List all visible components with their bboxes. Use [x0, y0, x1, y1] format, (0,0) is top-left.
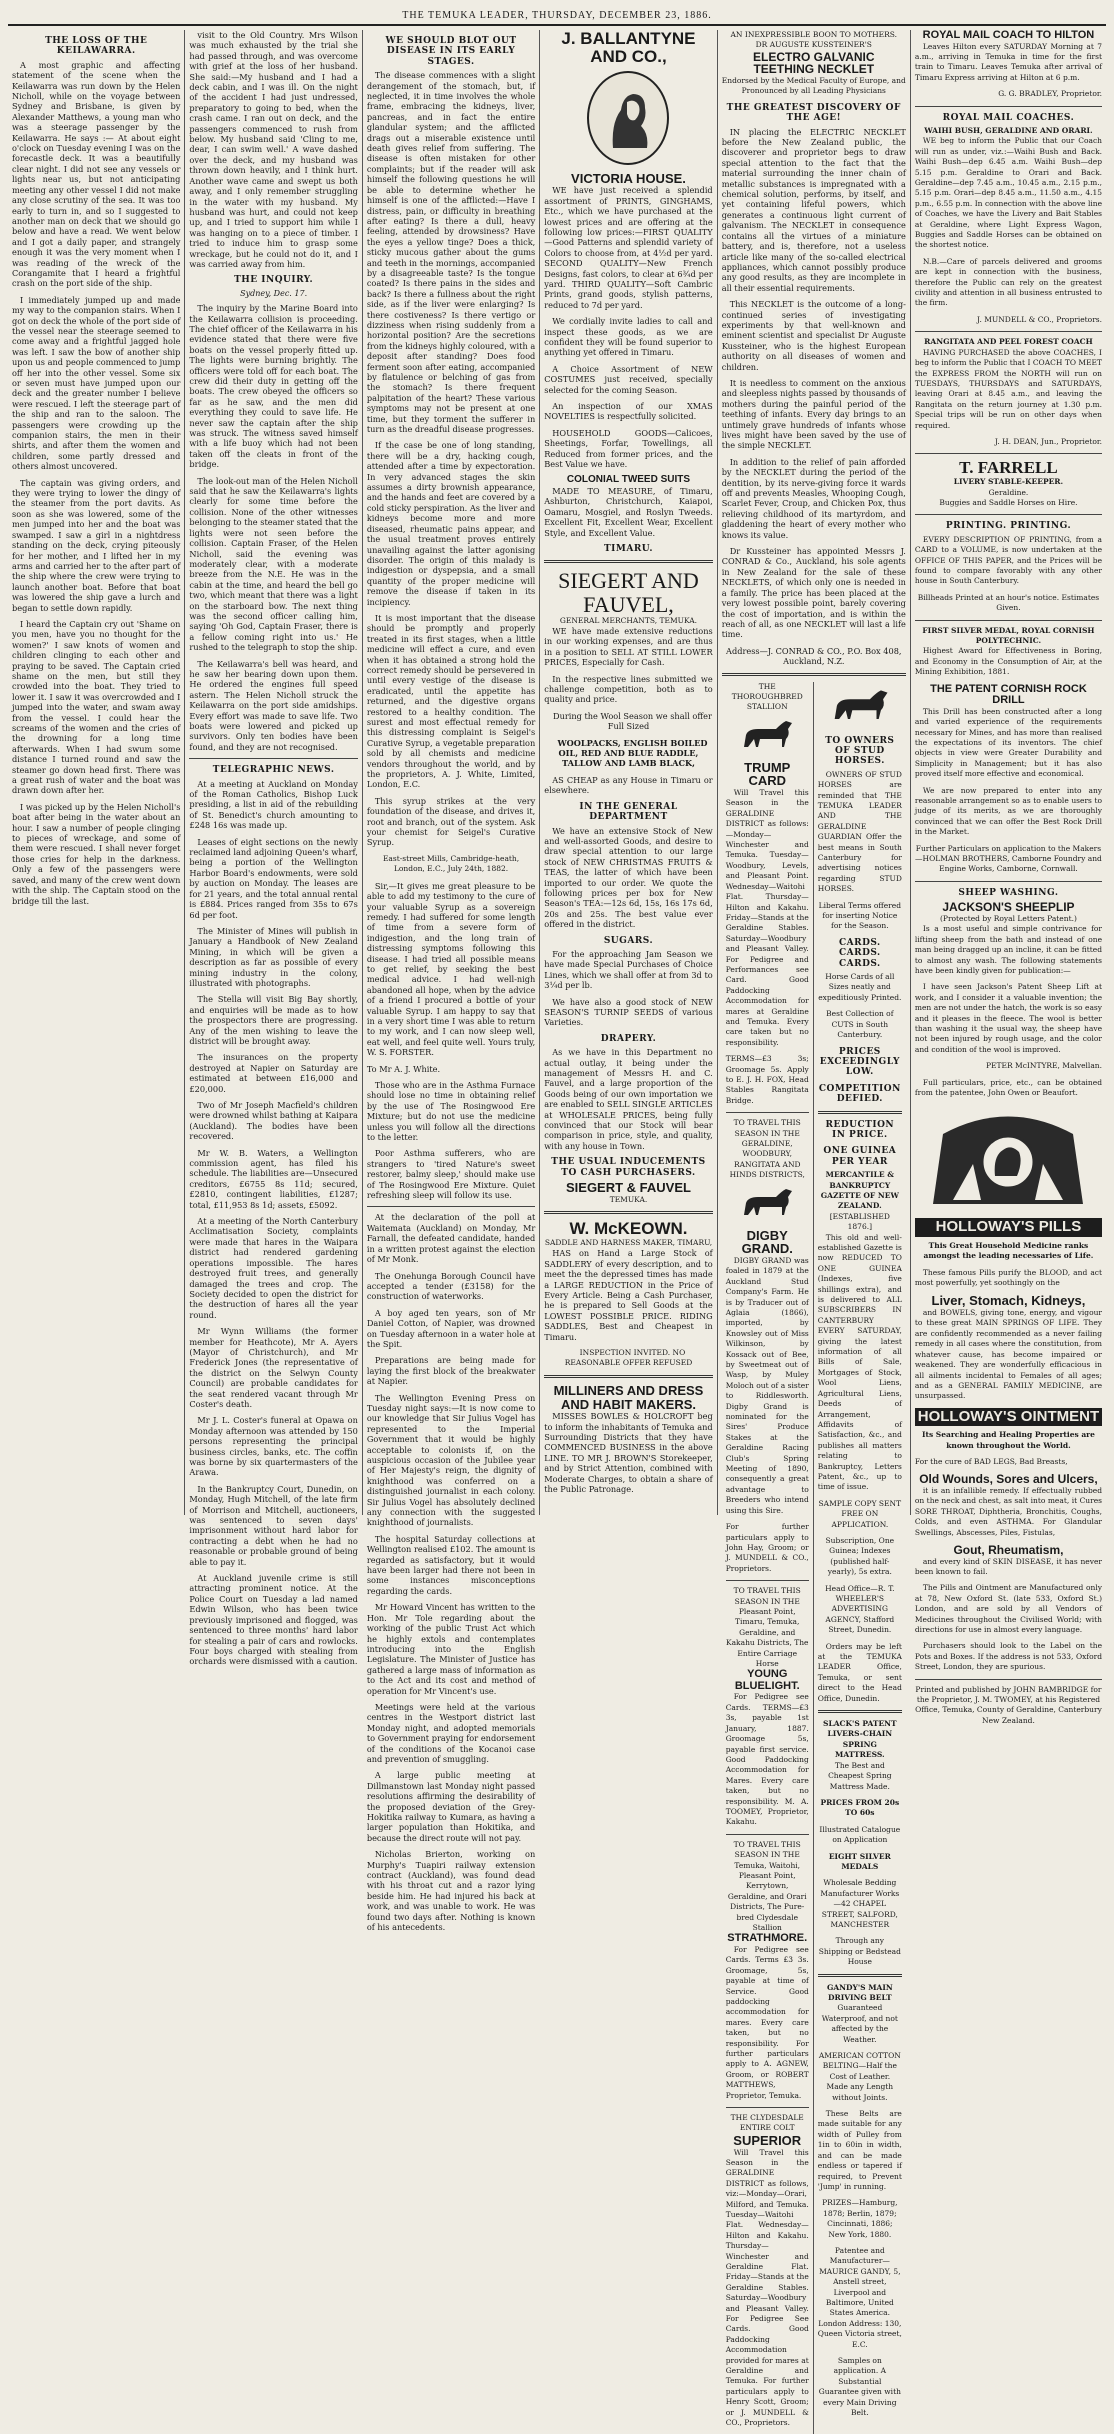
divider	[818, 1111, 902, 1114]
divider	[915, 514, 1102, 515]
ad-product-name: SLACK'S PATENT LIVERS-CHAIN SPRING MATTRESS.	[823, 1719, 897, 1760]
ad-proprietor: J. H. DEAN, Jun., Proprietor.	[994, 436, 1103, 446]
article-title: THE LOSS OF THE KEILAWARRA.	[45, 36, 148, 57]
divider	[544, 1211, 712, 1214]
article-paragraph: Those who are in the Asthma Furnace should lose no time in obtaining relief by the use of The Rosingwood Ere Mixture; but do not use the medicine unless you will follow all the directions to the letter.	[366, 1080, 536, 1143]
news-item: The hospital Saturday collections at Wellington realised £102. The amount is regarded as satisfactory, but it would have been larger had there not been in some instances misconceptions regarding the cards.	[366, 1533, 536, 1596]
article-paragraph: visit to the Old Country. Mrs Wilson was much exhausted by the trial she had passed through, and was overcome with grief at the loss of her husband. She said:—My husband and I had a deck cabin, and I was ill. On the night of the accident I had just undressed, preparatory to going to bed, when the crash came. I ran out on deck, and the passengers commenced to rush from below. My husband said 'Cling to me, dear, I can swim well.' A wave dashed over the deck, and my husband was thrown down heavily, and I think hurt. Another wave came and swept us both away, and I only remember struggling in the water with my husband. My husband was hurt, and could not keep up, and I tried to support him while I was hanging on to a piece of timber. I tried to induce him to grasp some wreckage, but he could not do it, and I was carried away from him.	[189, 30, 358, 269]
ad-product-name: JACKSON'S SHEEPLIP	[942, 900, 1075, 915]
ad-subheading: COLONIAL TWEED SUITS	[566, 474, 691, 486]
ad-subheading: SUGARS.	[603, 935, 654, 946]
ad-paragraph: Dr Kussteiner has appointed Messrs J. CONRAD & Co., Auckland, his sole agents in New Zealand for the sale of these NECKLETS, of which only one is needed in a family. The price has been placed at the very lowest possible point, barely covering the cost of importation, and is within the reach of all, as one NECKLET will last a life time.	[721, 546, 906, 640]
divider	[915, 881, 1102, 882]
article-paragraph: It is most important that the disease should be promptly and properly treated in its first stages, when a little medicine will effect a cure, and even when it has obtained a strong hold the correct remedy should be persevered in until every vestige of the disease is eradicated, until the appetite has returned, and the digestive organs restored to a healthy condition. The surest and most effectual remedy for this distressing complaint is Seigel's Curative Syrup, a vegetable preparation sold by all chemists and medicine vendors throughout the world, and by the proprietors, A. J. White, Limited, London, E.C.	[366, 612, 536, 790]
holloway-emblem-icon	[923, 1104, 1093, 1214]
ad-paragraph: Is a most useful and simple contrivance for lifting sheep from the bath and instead of one man being dragged up an incline, it can be fitted to almost any wash. The following statements have been kindly given for publication:—	[914, 924, 1103, 975]
ad-paragraph: For Pedigree see Cards. TERMS—£3 3s, payable 1st January, 1887. Groomage 5s, payable first service. Good Paddocking Accommodation for Mares. Every care taken, but no responsibility. M. A. TOOMEY, Proprietor, Kakahu.	[725, 1692, 809, 1827]
ad-subheading: ONE GUINEA PER YEAR	[823, 1146, 897, 1167]
article-paragraph: The disease commences with a slight derangement of the stomach, but, if neglected, it in time involves the whole frame, embracing the kidneys, liver, pancreas, and in fact the entire glandular system; and the afflicted drags out a miserable existence until death gives relief from suffering. The disease is often mistaken for other complaints; but if the reader will ask himself the following questions he will be able to determine whether he himself is one of the afflicted:—Have I distress, pain, or difficulty in breathing after eating? Is there a dull, heavy feeling, attended by drowsiness? Have the eyes a yellow tinge? Does a thick, sticky mucous gather about the gums and teeth in the mornings, accompanied by a disagreeable taste? Is the tongue coated? Is there pains in the sides and back? Is there a fullness about the right side, as if the liver were enlarging? Is there costiveness? Is there vertigo or dizziness when rising suddenly from a horizontal position? Are the secretions from the kidneys highly coloured, with a deposit after standing? Does food ferment soon after eating, accompanied by flatulence or belching of gas from the stomach? Is there frequent palpitation of the heart? These various symptoms may not be present at one time, but they torment the sufferer in turn as the dreadful disease progresses.	[366, 70, 536, 435]
horse-icon	[825, 686, 895, 730]
horse-icon	[736, 717, 798, 757]
divider	[544, 1375, 712, 1378]
ad-paragraph: MADE TO MEASURE, of Timaru, Ashburton, Christchurch, Kaiapoi, Oamaru, Mosgiel, and Roslyn Tweeds. Excellent Fit, Excellent Wear, Excellent Style, and Excellent Value.	[544, 485, 713, 538]
ad-paragraph: For the cure of BAD LEGS, Bad Breasts,	[914, 1456, 1068, 1466]
letter-recipient: To Mr A. J. White.	[366, 1063, 441, 1074]
column-6	[911, 29, 1106, 1725]
ad-horse-name: YOUNG BLUELIGHT.	[734, 1668, 800, 1692]
ad-paragraph: AMERICAN COTTON BELTING—Half the Cost of Leather. Made any Length without Joints.	[818, 2051, 901, 2102]
ad-list: WOOLPACKS, ENGLISH BOILED OIL, RED AND BLUE RADDLE, TALLOW AND LAMB BLACK,	[557, 737, 708, 769]
ad-firm-name: T. FARRELL	[959, 458, 1058, 478]
ad-subheading: TO OWNERS OF STUD HORSES.	[825, 735, 895, 767]
ad-address: Further Particulars on application to the Makers—HOLMAN BROTHERS, Camborne Foundry and Engine Works, Camborne, Cornwall.	[915, 843, 1102, 874]
ad-paragraph: This Great Household Medicine ranks amongst the leading necessaries of Life.	[923, 1240, 1094, 1261]
ad-paragraph: Illustrated Catalogue on Application	[819, 1824, 901, 1845]
divider	[915, 106, 1102, 107]
ad-subheading: PRICES EXCEEDINGLY LOW.	[819, 1046, 900, 1078]
ad-paragraph: Will Travel this Season in the GERALDINE DISTRICT as follows, viz:—Monday—Orari, Milford, and Temuka. Tuesday—Waitohi Flat. Wednesday—Hilton and Kakahu. Thursday—Winchester and Geraldine Flat. Friday—Stands at the Geraldine Stables. Saturday—Woodbury and Pleasant Valley. For Pedigree See Cards. Good Paddocking Accommodation provided for mares at Geraldine and Temuka. For further particulars apply to Henry Scott, Groom; or J. MUNDELL & CO., Proprietors.	[725, 2147, 809, 2428]
ad-horse-name: STRATHMORE.	[727, 1932, 808, 1945]
ad-paragraph: Will Travel this Season in the GERALDINE DISTRICT as follows:—Monday—Winchester and Temuka. Tuesday—Woodbury, Levels, and Pleasant Point. Wednesday—Waitohi Flat. Thursday—Hilton and Kakahu. Friday—Stands at the Geraldine Stables. Saturday—Woodbury and Pleasant Valley. For Pedigree and Performances see Card. Good Paddocking Accommodation for mares at Geraldine and Temuka. Every care taken but no responsibility.	[725, 788, 809, 1047]
ad-kicker: AN INEXPRESSIBLE BOON TO MOTHERS.	[730, 30, 898, 39]
ad-paragraph: Buggies and Saddle Horses on Hire.	[939, 498, 1078, 508]
ad-paragraph: N.B.—Care of parcels delivered and grooms are kept in connection with the business, therefore the Public can rely on the greatest civility and attention in all business entrusted to the firm.	[914, 256, 1103, 308]
ad-kicker: DR AUGUSTE KUSSTEINER'S	[755, 40, 872, 50]
ad-paragraph: The Best and Cheapest Spring Mattress Made.	[828, 1760, 892, 1791]
inner-column-left	[722, 682, 814, 2434]
ad-paragraph: MISSES BOWLES & HOLCROFT beg to inform the inhabitants of Temuka and Surrounding Districts that they have COMMENCED BUSINESS in the above LINE. TO MR J. BROWN'S Storekeeper, and by Strict Attention, combined with Moderate Charges, to obtain a share of the Public Patronage.	[544, 1411, 713, 1494]
ad-subtitle: SADDLE AND HARNESS MAKER, TIMARU,	[544, 1238, 713, 1247]
news-item: The Onehunga Borough Council have accepted a tender (£3158) for the construction of waterworks.	[366, 1270, 536, 1302]
ad-paragraph: OWNERS OF STUD HORSES are reminded that THE TEMUKA LEADER AND THE GERALDINE GUARDIAN Offer the best means in South Canterbury for advertising notices regarding STUD HORSES.	[817, 769, 902, 894]
ad-proprietor: J. MUNDELL & CO., Proprietors.	[977, 314, 1103, 324]
section-heading-telegraphic: TELEGRAPHIC NEWS.	[212, 765, 335, 776]
queen-portrait-icon	[583, 68, 673, 168]
news-item: Leases of eight sections on the newly reclaimed land adjoining Queen's wharf, being a portion of the Wellington Harbor Board's endowments, were sold by auction on Monday. The leases are for 21 years, and the total annual rental is £884. Prices ranged from 35s to 67s 6d per foot.	[189, 836, 358, 920]
ad-paragraph: HAVING PURCHASED the above COACHES, I beg to inform the Public that I COACH TO MEET the EXPRESS FROM the NORTH will run on TUESDAYS, THURSDAYS and SATURDAYS, leaving Orari at 8.45 a.m., and leaving the Rangitata on the return journey at 1.30 p.m. Special trips will be run on other days when required.	[914, 347, 1103, 430]
ad-paragraph: In addition to the relief of pain afforded by the NECKLET during the period of the dentition, by its nerve-giving force it wards off and prevents Measles, Whooping Cough, Scarlet Fever, Croup, and Chicken Pox, thus relieving childhood of its martyrdom, and gladdening the heart of every mother who knows its value.	[721, 456, 906, 540]
ad-paragraph: Best Collection of CUTS in South Canterbury.	[826, 1009, 894, 1040]
ad-paragraph: IN placing the ELECTRIC NECKLET before the New Zealand public, the discoverer and proprietor begs to draw special attention to the fact that the material surrounding the inner chain of metallic substances is impregnated with a chemical solution, performs, by itself, and yet containing lifeful powers, which generates a continuous light current of galvanism. The NECKLET in consequence contains all the virtues of a miniature battery, and is, therefore, not a useless article like many of the so-called electrical appliances, which cannot possibly produce any good results, as they are incomplete in all their essential requirements.	[721, 126, 906, 293]
ad-firm-name: J. BALLANTYNE AND CO.,	[561, 29, 696, 66]
ad-subtitle: LIVERY STABLE-KEEPER.	[953, 477, 1064, 487]
ad-paragraph: As we have in this Department no actual outlay, it being under the management of Messrs H. and C. Fauvel, and a large proportion of the Goods being of our own importation we are enabled to SELL SINGLE ARTICLES at WHOLESALE PRICES, being fully convinced that our Stock will bear comparison in price, style, and quality, with any house in Town.	[544, 1047, 713, 1151]
article-paragraph: The captain was giving orders, and they were trying to lower the dingy of the steamer from the port davits. As soon as she was lowered, some of the men jumped into her and the boat was swamped. I saw a girl in a nightdress standing on the deck, crying piteously for her mother, and I lifted her in my arms and carried her to the after part of the ship where the crew were trying to launch another boat. Before that boat was lowered the ship gave a lurch and began to settle down rapidly.	[12, 477, 181, 613]
news-item: A large public meeting at Dillmanstown last Monday night passed resolutions affirming the desirability of the proposed deviation of the Grey-Hokitika railway to Kumara, as having a larger population than Hokitika, and because the direct route will not pay.	[366, 1770, 536, 1843]
ad-paragraph: This old and well-established Gazette is now REDUCED TO ONE GUINEA (Indexes, five shillings extra), and is delivered to ALL SUBSCRIBERS IN CANTERBURY EVERY SATURDAY, giving the latest information of all Bills of Sale, Mortgages of Stock, Wool Liens, Agricultural Liens, Deeds of Arrangement, Affidavits of Satisfaction, &c., and publishes all matters relating to Bankruptcy, Letters Patent, &c., up to time of issue.	[817, 1232, 902, 1492]
ad-service-name: RANGITATA AND PEEL FOREST COACH	[924, 337, 1093, 347]
ad-paragraph: EIGHT SILVER MEDALS	[828, 1851, 891, 1871]
ad-paragraph: Highest Award for Effectiveness in Boring, and Economy in the Consumption of Air, at the Mining Exhibition, 1881.	[914, 646, 1103, 677]
news-item: At a meeting at Auckland on Monday of the Roman Catholics, Bishop Luck presiding, a list in aid of the rebuilding of St. Benedict's church amounting to £248 16s was made up.	[189, 778, 358, 831]
divider	[544, 560, 712, 563]
ad-paragraph: WE beg to inform the Public that our Coach will run as under, viz.:—Waihi Bush and Back. Waihi Bush—dep 6.45 a.m. Waihi Bush—dep 5.15 p.m. Geraldine to Orari and Back. Geraldine—dep 7.45 a.m., 10.45 a.m., 2.15 p.m., 5.15 p.m. Orari—dep 8.45 a.m., 11.50 a.m., 4.15 p.m., 6.55 p.m. In connection with the above line of Coaches, we have the Livery and Bait Stables at Geraldine, where Light Express Wagon, Buggies and Saddle Horses can be obtained on the shortest notice.	[914, 136, 1103, 250]
article-paragraph: Sir,—It gives me great pleasure to be able to add my testimony to the cure of your valuable Syrup as a sovereign remedy. I had suffered for some length of time from a severe form of indigestion, and the long train of distressing symptoms following this disease. I had tried all possible means to get relief, by seeking the best medical advice. I had well-nigh abandoned all hope, when by the advice of a friend I procured a bottle of your valuable Syrup. I am happy to say that in a very short time I was able to return to my work, and I can now sleep well, eat well, and feel quite well. Yours truly, W. S. FORSTER.	[366, 880, 536, 1058]
news-item: At a meeting of the North Canterbury Acclimatisation Society, complaints were made that hares in the Waipara district had rendered gardening operations impossible. The hares destroyed fruit trees, and generally damaged the trees and crop. The Society decided to open the district for the destruction of hares all the year round.	[189, 1216, 358, 1320]
ad-paragraph: Samples on application. A Substantial Guarantee given with every Main Driving Belt.	[818, 2356, 901, 2418]
ad-route: WAIHI BUSH, GERALDINE AND ORARI.	[924, 125, 1093, 135]
ad-subheading: FIRST SILVER MEDAL, ROYAL CORNISH POLYTECHNIC.	[922, 625, 1095, 646]
news-item: Mr W. B. Waters, a Wellington commission agent, has filed his schedule. The liabilities are—Unsecured creditors, £6755 8s 11d; secured, £2810, contingent liabilities, £1287; total, £11,953 8s 1d; assets, £5092.	[189, 1147, 358, 1210]
ad-service-name: ROYAL MAIL COACH TO HILTON	[922, 29, 1095, 41]
divider	[726, 1834, 809, 1835]
ad-subtitle: GENERAL MERCHANTS, TEMUKA.	[559, 615, 698, 625]
ad-subheading: COMPETITION DEFIED.	[818, 1083, 901, 1105]
ad-terms: For further particulars apply to John Hay, Groom; or J. MUNDELL & CO., Proprietors.	[725, 1522, 809, 1573]
ad-paragraph: These Belts are made suitable for any width of Pulley from 1in to 60in in width, and can be made endless or tapered if required, to Prevent 'Jump' in running.	[817, 2109, 902, 2191]
column-3	[363, 30, 540, 1933]
ad-paragraph: Guaranteed Waterproof, and not affected by the Weather.	[821, 2003, 898, 2044]
ad-subheading: IN THE GENERAL DEPARTMENT	[579, 801, 678, 823]
news-item: The insurances on the property destroyed at Napier on Saturday are estimated at between £16,000 and £20,000.	[189, 1052, 358, 1094]
ad-paragraph: and BOWELS, giving tone, energy, and vigour to these great MAIN SPRINGS OF LIFE. They are confidently recommended as a never failing remedy in all cases where the constitution, from whatever cause, has become impaired or weakened. They are wonderfully efficacious in all ailments incidental to Females of all ages; and as a GENERAL FAMILY MEDICINE, are unsurpassed.	[914, 1308, 1103, 1401]
divider	[915, 620, 1102, 621]
ad-paragraph: For the approaching Jam Season we have made Special Purchases of Choice Lines, which we shall offer at from 3d to 3¼d per lb.	[544, 948, 713, 991]
news-item: Mr Howard Vincent has written to the Hon. Mr Tole regarding about the working of the public Trust Act which he highly extols and contemplates introducing into the English Legislature. The Minister of Justice has gathered a large mass of information as to the Act and its cost and method of operation for Mr Vincent's use.	[366, 1602, 536, 1696]
ad-paragraph: PRICES FROM 20s TO 60s	[820, 1797, 900, 1818]
ad-product-name: ELECTRO GALVANIC TEETHING NECKLET	[753, 49, 875, 77]
ad-paragraph: Its Searching and Healing Properties are known throughout the World.	[921, 1430, 1095, 1450]
columns	[8, 29, 1106, 2428]
dateline: Sydney, Dec. 17.	[240, 288, 308, 298]
news-item: Nicholas Brierton, working on Murphy's Tuapiri railway extension contract (Auckland), was found dead with his throat cut and a razor lying beside him. He had injured his back at work, and was unable to work. He was found two days after. Nothing is known of his antecedents.	[366, 1849, 536, 1933]
article-paragraph: This syrup strikes at the very foundation of the disease, and drives it, root and branch, out of the system. Ask your chemist for Seigel's Curative Syrup.	[366, 795, 536, 848]
news-item: Mr Wynn Williams (the former member for Heathcote), Mr A. Ayers (Mayor of Christchurch), and Mr Frederick Jones (the representative of the district on the Selwyn County Council) are probable candidates for the seat rendered vacant through Mr Coster's death.	[189, 1326, 358, 1409]
article-paragraph: The inquiry by the Marine Board into the Keilawarra collision is proceeding. The chief officer of the Keilawarra in his evidence stated that there were five boats on the vessel properly fitted up. The lights were burning brightly. The officers were told off for each boat. The crew did their duty in getting off the boats. The crew obeyed the officers so far as he saw, and the men did everything they could to save life. He never saw the captain after the ship was struck. The witness saved himself with a life buoy which had not been taken off the cleats in front of the bridge.	[189, 303, 358, 470]
ad-subheading: THE USUAL INDUCEMENTS TO CASH PURCHASERS.	[551, 1157, 706, 1178]
divider	[726, 2107, 809, 2108]
ad-address: Patentee and Manufacturer—MAURICE GANDY, 5, Anstell street, Liverpool and Baltimore, United States America. London Address: 130, Queen Victoria street, E.C.	[817, 2245, 902, 2349]
ad-paragraph: We have also a good stock of NEW SEASON'S TURNIP SEEDS of various Varieties.	[544, 996, 713, 1028]
divider	[818, 1974, 902, 1977]
news-item: The Stella will visit Big Bay shortly, and enquiries will be made as to how the prospectors there are progressing. Any of the men wishing to leave the district will be brought away.	[189, 994, 358, 1046]
section-heading-inquiry: THE INQUIRY.	[234, 275, 314, 286]
ad-paragraph: DIGBY GRAND was foaled in 1879 at the Auckland Stud Company's Farm. He is by Traducer out of Aglaia (1866), imported, by Knowsley out of Miss Wilkinson, by Kossack out of Bee, by Sweetmeat out of Wasp, by Muley Moloch out of a sister to Riddlesworth. Digby Grand is nominated for the Sires' Produce Stakes at the Geraldine Racing Club's Spring Meeting of 1890, consequently a great advantage to Breeders who intend using this Sire.	[725, 1255, 809, 1515]
ad-subheading: REDUCTION IN PRICE.	[825, 1119, 895, 1140]
news-item: The Minister of Mines will publish in January a Handbook of New Zealand Mining, in which will be given a description as far as possible of every mining industry in the colony, illustrated with photographs.	[189, 925, 358, 988]
ad-paragraph: WE have just received a splendid assortment of PRINTS, GINGHAMS, Etc., which we have purchased at the lowest prices and are offering at the following low prices:—FIRST QUALITY—Good Patterns and splendid variety of Colors to choose from, at 4½d per yard. SECOND QUALITY—New French Designs, fast colors, to clear at 6¾d per yard. THIRD QUALITY—Soft Cambric Prints, grand goods, stylish patterns, reduced to 7d per yard.	[544, 185, 713, 310]
divider	[818, 1710, 902, 1713]
ad-subheading: CARDS. CARDS. CARDS.	[838, 937, 881, 969]
column-5	[718, 30, 911, 2428]
imprint: Printed and published by JOHN BAMBRIDGE for the Proprietor, J. M. TWOMEY, at his Registered Office, Temuka, County of Geraldine, Canterbury New Zealand.	[915, 1684, 1102, 1725]
ad-banner: HOLLOWAY'S PILLS	[915, 1218, 1102, 1236]
ad-paragraph: In the respective lines submitted we challenge competition, both as to quality and price.	[544, 673, 713, 705]
divider	[915, 1679, 1102, 1680]
news-item: Preparations are being made for laying the first block of the breakwater at Napier.	[366, 1355, 536, 1387]
ad-paragraph: These famous Pills purify the BLOOD, and act most powerfully, yet soothingly on the	[914, 1267, 1103, 1288]
ad-town: TIMARU.	[603, 544, 653, 555]
inner-columns	[722, 682, 906, 2434]
news-item: The Wellington Evening Press on Tuesday night says:—It is now come to our knowledge that Sir Julius Vogel has represented to the Imperial Government that it would be highly acceptable to colonists if, on the auspicious occasion of the Jubilee year of Her Majesty's reign, the dignity of knighthood was conferred on a distinguished journalist in each colony. Sir Julius Vogel has absolutely declined any connection with the suggested knighthood of journalists.	[366, 1392, 536, 1528]
ad-paragraph: HOUSEHOLD GOODS—Calicoes, Sheetings, Forfar, Towellings, all Reduced from former prices, and the Best Value we have.	[544, 427, 713, 470]
ad-product-name: MERCANTILE & BANKRUPTCY GAZETTE OF NEW ZEALAND.	[820, 1170, 899, 1211]
ad-kicker: THE THOROUGHBRED STALLION	[731, 681, 803, 712]
ad-paragraph: This Drill has been constructed after a long and varied experience of the requirements necessary for Mines, and has more than realised the expectations of its inventors. The chief objects in view were Greater Durability and Simplicity in Management; but it has also proved itself more effective and economical.	[914, 706, 1103, 779]
ad-paragraph: The Pills and Ointment are Manufactured only at 78, New Oxford St. (late 533, Oxford St.) London, and are sold by all Vendors of Medicines throughout the Civilised World; with directions for use in almost every language.	[914, 1583, 1103, 1634]
ad-proprietor: G. G. BRADLEY, Proprietor.	[998, 89, 1103, 99]
letter-header: East-street Mills, Cambridge-heath, London, E.C., July 24th, 1882.	[382, 853, 520, 874]
article-paragraph: The Keilawarra's bell was heard, and he saw her bearing down upon them. He ordered the engines full speed astern. The Helen Nicholl struck the Keilawarra on the port side amidships. Every effort was made to save life. Two boats were lowered and picked up survivors. Only ten bodies have been found, and they are not recognised.	[189, 658, 358, 752]
ad-paragraph: Orders may be left at the TEMUKA LEADER Office, Temuka, or sent direct to the Head Office, Dunedin.	[817, 1641, 902, 1703]
ad-emphasis: Liver, Stomach, Kidneys,	[931, 1293, 1086, 1309]
ad-paragraph: SAMPLE COPY SENT FREE ON APPLICATION.	[818, 1498, 902, 1529]
ad-firm-name: W. McKEOWN.	[569, 1219, 688, 1239]
ad-paragraph: Subscription, One Guinea; Indexes (published half-yearly), 5s extra.	[825, 1535, 895, 1577]
column-1	[8, 30, 185, 1515]
masthead: THE TEMUKA LEADER, THURSDAY, DECEMBER 23, 1886.	[8, 6, 1106, 26]
ad-paragraph: it is an infallible remedy. If effectually rubbed on the neck and chest, as salt into meat, it Cures SORE THROAT, Diphtheria, Bronchitis, Coughs, Colds, and even ASTHMA. For Glandular Swellings, Abscesses, Piles, Fistulas,	[914, 1485, 1103, 1537]
ad-paragraph: AS CHEAP as any House in Timaru or elsewhere.	[544, 774, 713, 796]
ad-horse-name: TRUMP CARD	[744, 759, 791, 789]
article-title: WE SHOULD BLOT OUT DISEASE IN ITS EARLY STAGES.	[385, 36, 517, 67]
ad-paragraph: WE have made extensive reductions in our working expenses, and are thus in a position to SELL AT STILL LOWER PRICES, Especially for Cash.	[544, 626, 713, 668]
ad-emphasis: Old Wounds, Sores and Ulcers,	[919, 1472, 1098, 1487]
ad-horse-name: SUPERIOR	[733, 2132, 802, 2148]
ad-paragraph: A Choice Assortment of NEW COSTUMES just received, specially selected for the coming Season.	[544, 363, 713, 395]
ad-paragraph: Leaves Hilton every SATURDAY Morning at 7 a.m., arriving in Temuka in time for the first train to Timaru. Leaves Temuka after arrival of Timaru Express arriving at Hilton at 6 p.m.	[914, 41, 1103, 82]
ad-emphasis: Gout, Rheumatism,	[953, 1542, 1064, 1557]
ad-paragraph: PRIZES—Hamburg, 1878; Berlin, 1879; Cincinnati, 1886; New York, 1880.	[822, 2198, 898, 2239]
ad-subheading: DRAPERY.	[600, 1033, 657, 1044]
ad-paragraph: Purchasers should look to the Label on the Pots and Boxes. If the address is not 533, Oxford Street, London, they are spurious.	[914, 1641, 1103, 1672]
news-item: Two of Mr Joseph Macfield's children were drowned whilst bathing at Kaipara (Auckland). The bodies have been recovered.	[189, 1100, 358, 1142]
ad-signature: PETER McINTYRE, Malvellan.	[986, 1061, 1103, 1071]
ad-paragraph: HAS on Hand a Large Stock of SADDLERY of every description, and to meet the the depressed times has made a LARGE REDUCTION in the Price of Every Article. Being a Cash Purchaser, he is prepared to Sell Goods at the LOWEST POSSIBLE PRICE. RIDING SADDLES, Best and Cheapest in Timaru.	[544, 1248, 713, 1342]
ad-kicker: TO TRAVEL THIS SEASON IN THE GERALDINE, WOODBURY, RANGITATA AND HINDS DISTRICTS,	[729, 1118, 805, 1180]
ad-subtitle: (Protected by Royal Letters Patent.)	[939, 913, 1077, 923]
ad-paragraph: It is needless to comment on the anxious and sleepless nights passed by thousands of mothers during the painful period of the teething of infants. Every day brings to an untimely grave hundreds of infants whose lives might have been saved by the use of the simple NECKLET.	[721, 377, 906, 451]
ad-store-name: VICTORIA HOUSE.	[571, 170, 686, 186]
divider	[915, 331, 1102, 332]
ad-paragraph: An inspection of our XMAS NOVELTIES is respectfully solicited.	[544, 401, 713, 422]
ad-firm-name: SIEGERT & FAUVEL	[565, 1180, 691, 1196]
ad-paragraph: I have seen Jackson's Patent Sheep Lift at work, and I consider it a valuable invention; the men are not under the hatch, the work is so easy and it pleases in the fleece. The wool is better than washing it the usual way, the sheep have not been injured by rough usage, and the color and condition of the wool is improved.	[914, 982, 1103, 1054]
divider	[367, 1206, 535, 1207]
news-item: Mr J. L. Coster's funeral at Opawa on Monday afternoon was attended by 150 persons representing the principal business circles, banks, etc. The coffin was borne by six quartermasters of the Arawa.	[189, 1415, 358, 1478]
ad-subheading: PRINTING. PRINTING.	[945, 521, 1072, 532]
ad-paragraph: This NECKLET is the outcome of a long-continued series of investigating experiments by that well-known and eminent scientist and specialist Dr Auguste Kussteiner, who is the highest European authority on all diseases of women and children.	[721, 299, 906, 372]
ad-terms: TERMS—£3 3s; Groomage 5s. Apply to E. J. H. FOX, Head Stables Rangitata Bridge.	[725, 1054, 809, 1105]
ad-paragraph: EVERY DESCRIPTION OF PRINTING, from a CARD to a VOLUME, is now undertaken at the OFFICE OF THIS PAPER, and the Prices will be found to compare favorably with any other house in South Canterbury.	[914, 534, 1103, 586]
ad-paragraph: We cordially invite ladies to call and inspect these goods, as we are confident they will be found superior to anything yet offered in Timaru.	[544, 316, 713, 358]
column-2	[185, 30, 362, 1667]
article-paragraph: If the case be one of long standing, there will be a dry, hacking cough, attended after a time by expectoration. In very advanced stages the skin assumes a dirty brownish appearance, and the hands and feet are covered by a cold sticky perspiration. As the liver and kidneys become more and more diseased, rheumatic pains appear, and the usual treatment proves entirely unavailing against the latter agonising disorder. The origin of this malady is indigestion or dyspepsia, and a small quantity of the proper medicine will remove the disease if taken in its incipiency.	[366, 440, 536, 607]
ad-product-name: GANDY'S MAIN DRIVING BELT	[826, 1982, 893, 2002]
ad-address: Wholesale Bedding Manufacturer Works—42 CHAPEL STREET, SALFORD, MANCHESTER	[820, 1878, 900, 1929]
column-4	[540, 30, 717, 1515]
ad-paragraph: Full particulars, price, etc., can be obtained from the patentee, John Owen or Beaufort.	[914, 1077, 1103, 1097]
ad-address: Head Office—R. T. WHEELER'S ADVERTISING AGENCY, Stafford Street, Dunedin.	[825, 1583, 895, 1635]
news-item: At Auckland juvenile crime is still attracting prominent notice. At the Police Court on Tuesday a lad named Edwin Wilson, who has been twice previously imprisoned and flogged, was sentenced to three months' hard labor for stealing a pair of cars and rowlocks. Four boys charged with stealing from orchards were dismissed with a caution.	[189, 1573, 358, 1667]
article-paragraph: Poor Asthma sufferers, who are strangers to 'tired Nature's sweet restorer, balmy sleep,' should make use of The Rosingwood Ere Mixture. Quiet refreshing sleep will follow its use.	[366, 1148, 536, 1201]
article-paragraph: I immediately jumped up and made my way to the companion stairs. When I got on deck the whole of the port side of the vessel near the steerage seemed to come away and a frightful jagged hole was left. I saw the bow of another ship upon us and people commenced to jump off her into the other vessel. Some six or seven must have jumped upon our deck and the greater number I believe were rescued. I left the steerage part of the ship and ran to the saloon. The passengers were crowding up the companion stairs, the men in their shirts, and after them the women and children, some partly dressed and others almost uncovered.	[12, 294, 181, 472]
ad-subheading: ROYAL MAIL COACHES.	[942, 112, 1075, 123]
divider	[915, 453, 1102, 454]
ad-product-name: THE PATENT CORNISH ROCK DRILL	[930, 682, 1087, 707]
ad-subtitle: Endorsed by the Medical Faculty of Europe, and Pronounced by all Leading Physicians	[721, 76, 906, 96]
divider	[722, 673, 906, 676]
ad-subheading: THE GREATEST DISCOVERY OF THE AGE!	[726, 102, 901, 124]
ad-kicker: TO TRAVEL THIS SEASON IN THE Pleasant Point, Timaru, Temuka, Geraldine, and Kakahu Districts, The Entire Carriage Horse	[725, 1586, 809, 1668]
divider	[726, 1112, 809, 1113]
article-paragraph: The look-out man of the Helen Nicholl said that he saw the Keilawarra's lights clearly for some time before the collision. None of the other witnesses belonging to the steamer stated that the lights were not seen before the collision. Captain Fraser, of the Helen Nicholl, said the evening was moderately clear, with a moderate breeze from the N.E. He was in the cabin at the time, and heard the bell go two, which meant that there was a light on the starboard bow. The next thing was the second officer calling him, saying 'Oh God, Captain Fraser, there is a fellow coming right into us.' He rushed to the telegraph to stop the ship.	[189, 475, 358, 653]
ad-paragraph: We have an extensive Stock of New and well-assorted Goods, and desire to draw special attention to our large stock of NEW CHRISTMAS FRUITS & TEAS, the latter of which have been imported to our order. We quote the following prices per box for New Season's TEA:—12s 6d, 15s, 16s 17s 6d, 20s and 25s. The best value ever offered in the district.	[544, 825, 713, 930]
ad-terms: Liberal Terms offered for inserting Notice for the Season.	[818, 900, 901, 931]
news-item: Meetings were held at the various centres in the Westport district last Monday night, and adopted memorials to Government praying for endorsement of the conditions of the Kocanoi case and prevention of smuggling.	[366, 1701, 536, 1764]
inner-column-right	[814, 682, 906, 2434]
ad-kicker: THE CLYDESDALE ENTIRE COLT	[730, 2113, 804, 2133]
ad-paragraph: During the Wool Season we shall offer Full Sized	[553, 710, 712, 732]
ad-firm-name: MILLINERS AND DRESS AND HABIT MAKERS.	[553, 1382, 704, 1412]
ad-horse-name: DIGBY GRAND.	[741, 1227, 793, 1257]
ad-paragraph: We are now prepared to enter into any reasonable arrangement so as to enable users to judge of its merits, as we are thoroughly convinced that we can offer the Best Rock Drill in the Market.	[914, 785, 1103, 837]
ad-firm-name: SIEGERT AND FAUVEL,	[558, 568, 699, 617]
ad-subheading: SHEEP WASHING.	[958, 887, 1059, 898]
ad-address: Address—J. CONRAD & CO., P.O. Box 408, Auckland, N.Z.	[726, 645, 902, 667]
divider	[726, 1580, 809, 1581]
news-item: In the Bankruptcy Court, Dunedin, on Monday, Hugh Mitchell, of the late firm of Morrison and Mitchell, auctioneers, was sentenced to seven days' imprisonment without hard labor for contracting a debt when he had no reasonable or probable ground of being able to pay it.	[189, 1483, 358, 1567]
ad-banner: HOLLOWAY'S OINTMENT	[915, 1408, 1102, 1426]
ad-paragraph: and every kind of SKIN DISEASE, it has never been known to fail.	[914, 1556, 1103, 1576]
ad-paragraph: For Pedigree see Cards. Terms £3 3s. Groomage, 5s, payable at time of Service. Good paddocking accommodation for mares. Every care taken, but no responsibility. For further particulars apply to A. AGNEW, Groom, or ROBERT MATTHEWS, Proprietor, Temuka.	[725, 1944, 809, 2100]
ad-paragraph: Horse Cards of all Sizes neatly and expeditiously Printed.	[818, 972, 902, 1002]
article-paragraph: I was picked up by the Helen Nicholl's boat after being in the water about an hour. I saw a number of people clinging to pieces of wreckage, and some of them were rescued. I shall never forget those cries for help in the darkness. Only a few of the passengers were saved, and many of the crew went down with the ship. The Captain stood on the bridge till the last.	[12, 801, 181, 906]
horse-icon	[736, 1185, 798, 1225]
news-item: A boy aged ten years, son of Mr Daniel Cotton, of Napier, was drowned on Tuesday afternoon in a water hole at the Spit.	[366, 1307, 536, 1349]
ad-town: Geraldine.	[988, 487, 1029, 497]
ad-town: TEMUKA.	[609, 1194, 648, 1204]
ad-paragraph: INSPECTION INVITED. NO REASONABLE OFFER REFUSED	[564, 1348, 693, 1368]
ad-established: [ESTABLISHED 1876.]	[829, 1211, 890, 1232]
news-item: At the declaration of the poll at Waitemata (Auckland) on Monday, Mr Farnall, the defeated candidate, handed in a written protest against the election of Mr Monk.	[366, 1212, 536, 1265]
article-paragraph: A most graphic and affecting statement of the scene when the Keilawarra was run down by the Helen Nicholl, while on the voyage between Sydney and Brisbane, is given by Alexander Matthews, a young man who was a steerage passenger by the Keilawarra. He says :— At about eight o'clock on Tuesday evening I was on the forecastle deck. It was a beautifully clear night. I did not see any vessels or lights near us, but not anticipating meeting any other vessel I did not make any close scrutiny of the sea. It was too early to turn in, and so I suggested to another man on deck that we should go below and have a read. We went below and I got a daily paper, and strangely enough it was the very moment when I was reading of the wreck of the Corangamite that I heard a frightful crash on the port side of the ship.	[12, 59, 181, 289]
ad-paragraph: Billheads Printed at an hour's notice. Estimates Given.	[917, 592, 1100, 613]
divider	[189, 758, 357, 759]
article-paragraph: I heard the Captain cry out 'Shame on you men, have you no thought for the women?' I saw knots of women and children clinging to each other and praying to be saved. The Captain cried shame on the men, but still they crowded into the boat. They tried to lower it. I saw it was overcrowded and I jumped into the water, and swam away from the vessel. I could hear the screams of the women and the cries of the drowning for a long time afterwards. When I had swum some distance I turned round and saw the steamer go down head first. There was a great rush of water and the boat was drawn down after her.	[12, 618, 181, 796]
ad-kicker: TO TRAVEL THIS SEASON IN THE Temuka, Waitohi, Pleasant Point, Kerrytown, Geraldine, and Orari Districts, The Pure-bred Clydesdale Stallion	[727, 1839, 807, 1932]
ad-paragraph: Through any Shipping or Bedstead House	[818, 1936, 901, 1967]
